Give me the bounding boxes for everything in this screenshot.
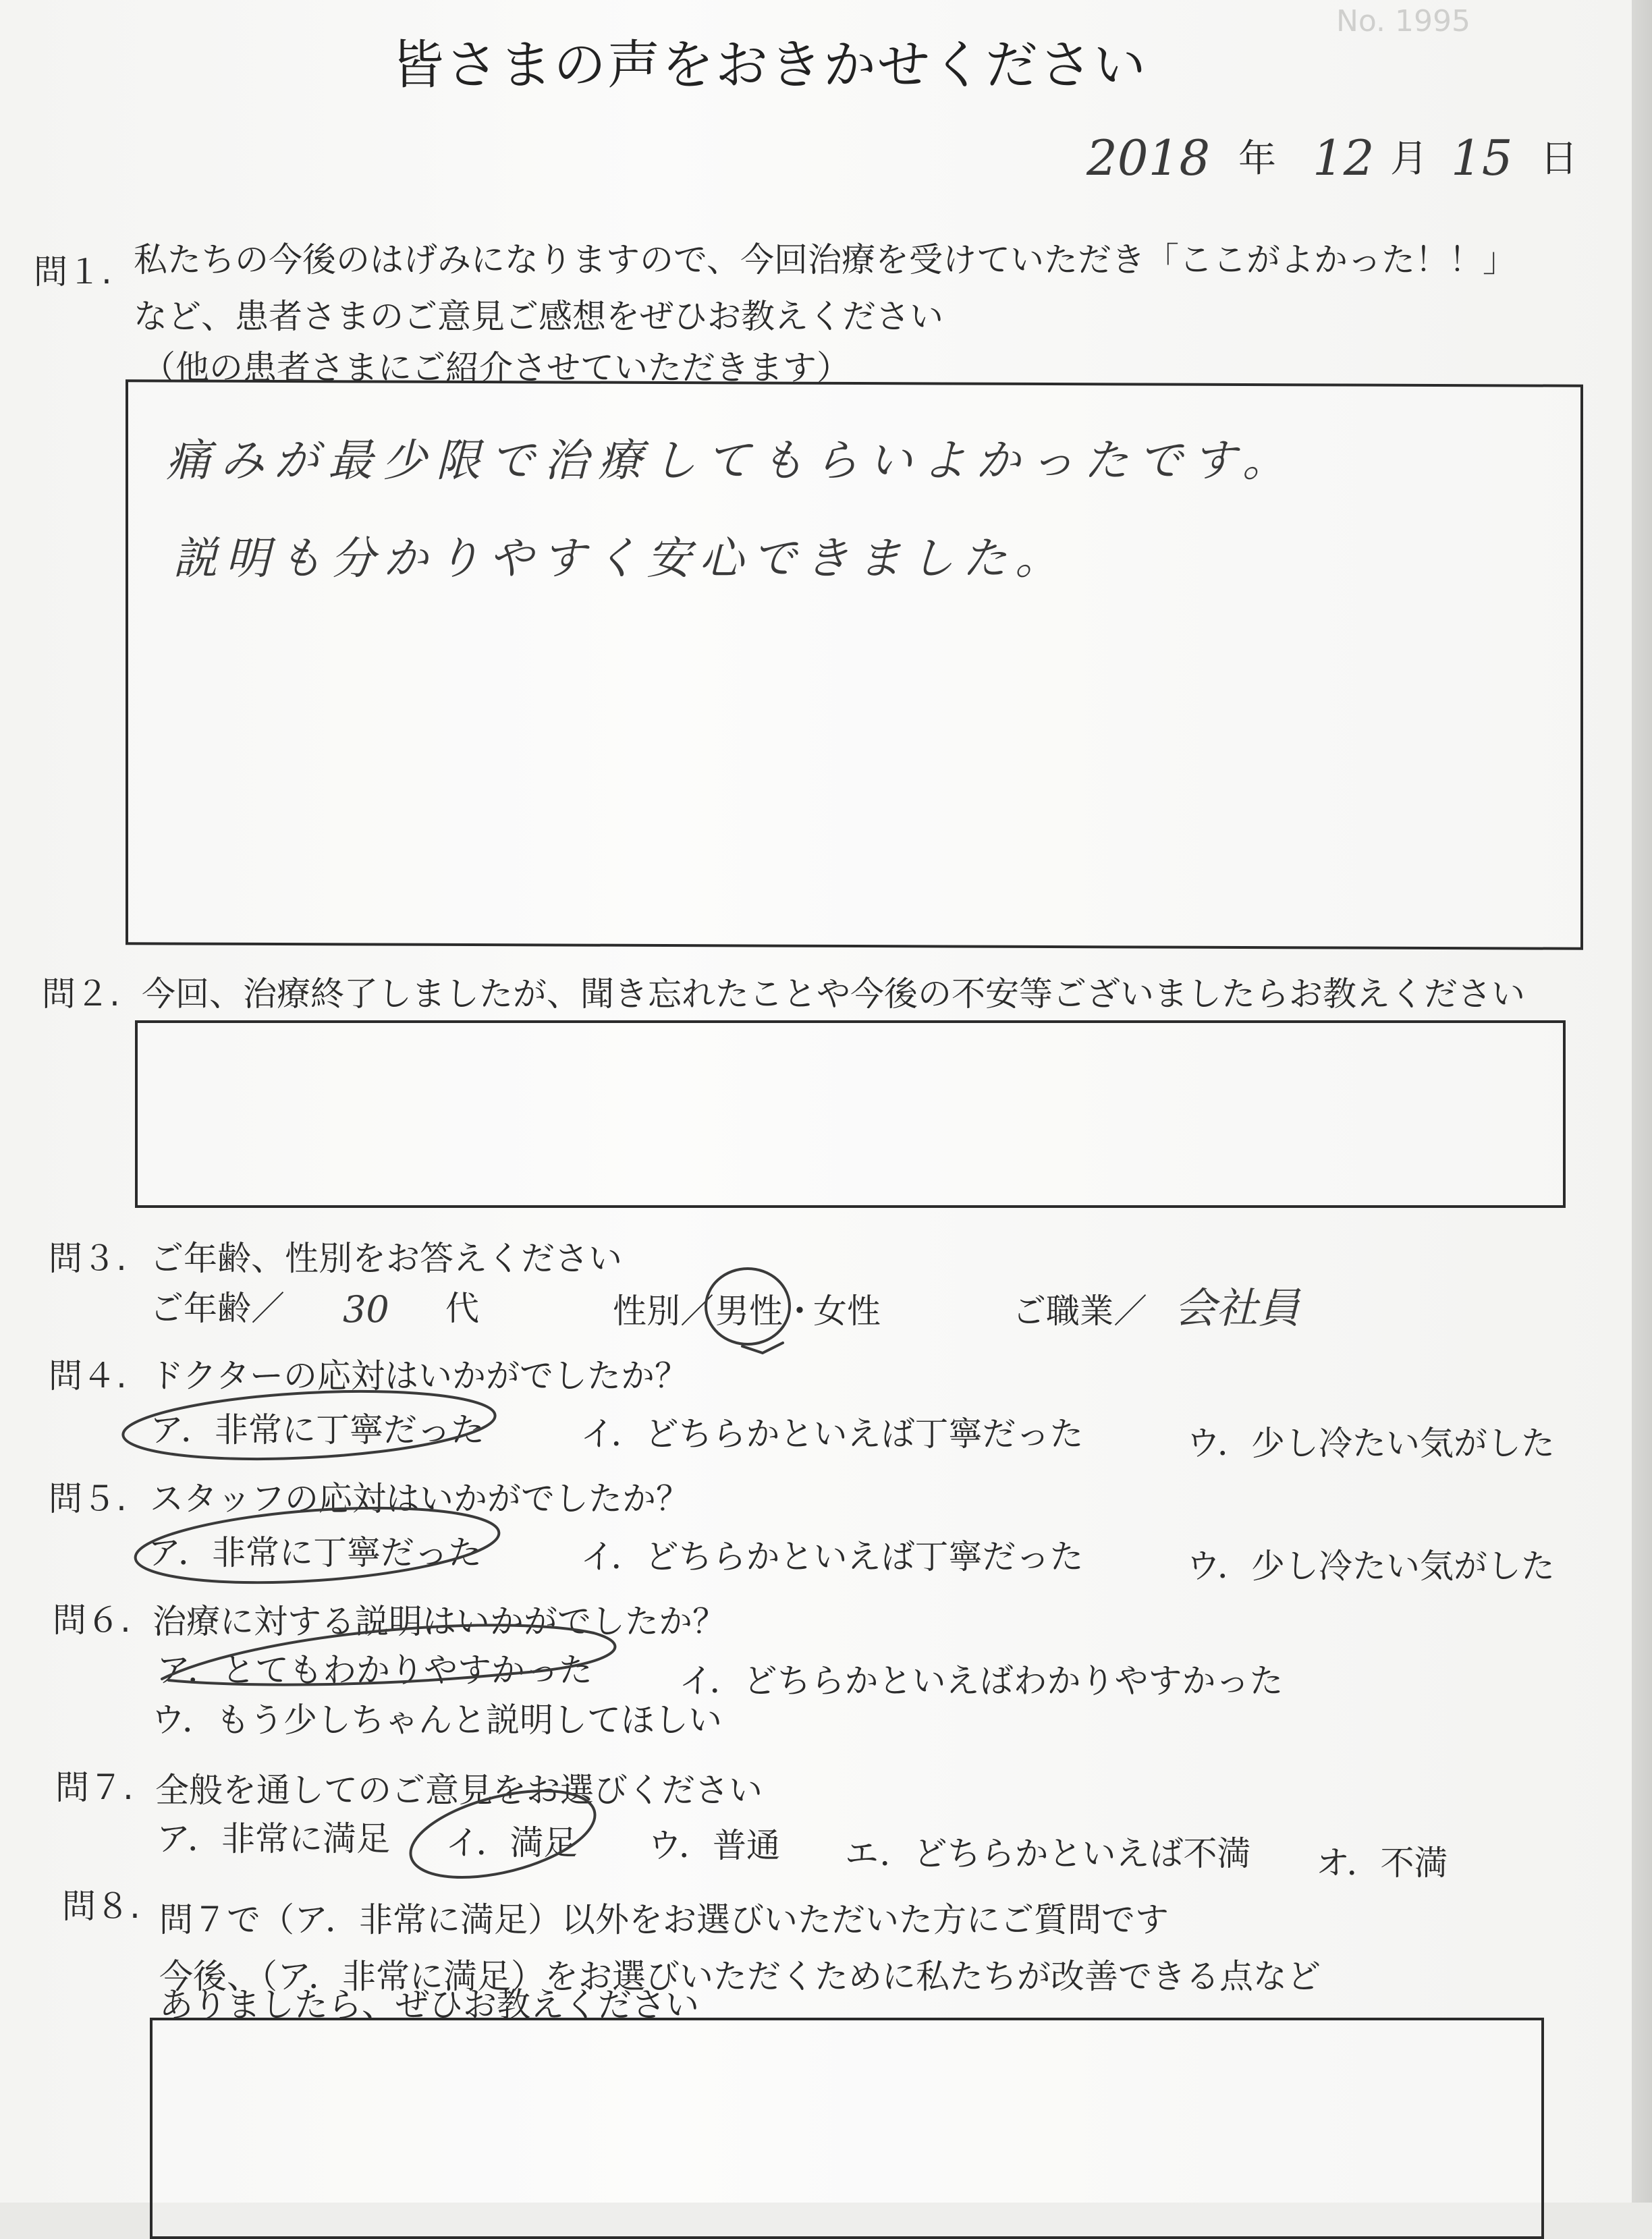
gender-label: 性別／ (613, 1292, 714, 1331)
q1-text-line2: など、患者さまのご意見ご感想をぜひお教えください (134, 297, 943, 336)
q8-answer-box[interactable] (150, 2018, 1544, 2239)
q1-text-line3: （他の患者さまにご紹介させていただきます） (142, 348, 850, 387)
date-month: 12 (1313, 130, 1375, 186)
q4-option-b[interactable]: イ．どちらかといえば丁寧だった (580, 1414, 1084, 1454)
gender-female-option[interactable]: 女性 (813, 1292, 881, 1331)
q1-number: 問１. (34, 252, 112, 292)
gender-separator: ・ (783, 1292, 817, 1331)
q3-number: 問３. (49, 1239, 127, 1278)
q1-answer-line1: 痛みが最少限で治療してもらいよかったです。 (166, 435, 1296, 487)
q7-option-c[interactable]: ウ．普通 (648, 1826, 780, 1865)
page-title: 皆さまの声をおきかせください (391, 35, 1148, 96)
paper-edge (1632, 0, 1652, 2203)
q2-text: 今回、治療終了しましたが、聞き忘れたことや今後の不安等ございましたらお教えください (142, 974, 1525, 1014)
date-year-unit: 年 (1238, 137, 1276, 181)
q8-text-line3: ありましたら、ぜひお教えください (159, 1985, 699, 2024)
q8-text-line1: 問７で（ア．非常に満足）以外をお選びいただいた方にご質問です (159, 1900, 1169, 1939)
job-value: 会社員 (1174, 1283, 1300, 1333)
q4-option-a[interactable]: ア．非常に丁寧だった (150, 1410, 485, 1449)
q8-text-line2: 今後、（ア．非常に満足）をお選びいただくために私たちが改善できる点など (159, 1957, 1321, 1996)
q1-answer-line2: 説明も分かりやすく安心できました。 (173, 532, 1068, 584)
q5-text: スタッフの応対はいかがでしたか？ (150, 1479, 690, 1518)
q7-text: 全般を通してのご意見をお選びください (155, 1771, 763, 1810)
q4-text: ドクターの応対はいかがでしたか？ (150, 1356, 688, 1395)
q2-answer-box[interactable] (135, 1020, 1566, 1208)
q8-number: 問８. (62, 1887, 140, 1926)
q6-text: 治療に対する説明はいかがでしたか？ (153, 1602, 726, 1641)
q7-option-d[interactable]: エ．どちらかといえば不満 (845, 1834, 1251, 1873)
q2-number: 問２. (42, 974, 120, 1014)
q7-option-b[interactable]: イ．満足 (445, 1823, 578, 1862)
date-month-unit: 月 (1390, 137, 1428, 181)
age-unit: 代 (445, 1289, 479, 1328)
q7-option-a[interactable]: ア．非常に満足 (157, 1819, 390, 1858)
q7-option-e[interactable]: オ．不満 (1316, 1844, 1448, 1883)
q1-text-line1: 私たちの今後のはげみになりますので、今回治療を受けていただき「ここがよかった！！」 (134, 240, 1516, 279)
q5-option-c[interactable]: ウ．少し冷たい気がした (1186, 1547, 1555, 1586)
corner-number: No. 1995 (1336, 4, 1471, 38)
q5-option-a[interactable]: ア．非常に丁寧だった (147, 1533, 482, 1572)
q3-text: ご年齢、性別をお答えください (150, 1239, 622, 1278)
date-day: 15 (1451, 130, 1513, 186)
age-value: 30 (343, 1288, 389, 1331)
q5-number: 問５. (49, 1479, 127, 1518)
q6-option-b[interactable]: イ．どちらかといえばわかりやすかった (679, 1661, 1284, 1701)
job-label: ご職業／ (1012, 1292, 1147, 1331)
q5-option-b[interactable]: イ．どちらかといえば丁寧だった (580, 1537, 1084, 1576)
q4-option-c[interactable]: ウ．少し冷たい気がした (1186, 1424, 1555, 1463)
date-year: 2018 (1086, 130, 1211, 186)
age-label: ご年齢／ (150, 1289, 285, 1328)
q6-option-a[interactable]: ア．とてもわかりやすかった (157, 1651, 593, 1690)
gender-male-option[interactable]: 男性 (715, 1292, 783, 1331)
q4-number: 問４. (49, 1356, 127, 1395)
q7-number: 問７. (55, 1768, 134, 1807)
q6-option-c[interactable]: ウ．もう少しちゃんと説明してほしい (151, 1701, 722, 1740)
date-day-unit: 日 (1540, 137, 1578, 181)
q6-number: 問６. (53, 1601, 131, 1640)
